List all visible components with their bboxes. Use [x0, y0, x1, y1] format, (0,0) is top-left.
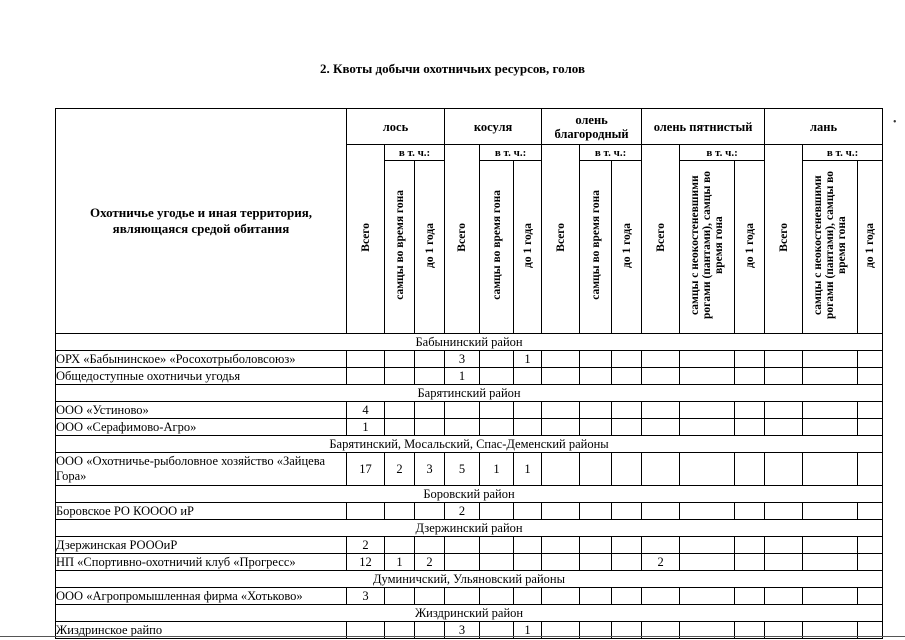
quota-cell [385, 402, 415, 419]
quota-table [55, 108, 883, 639]
quota-cell [765, 554, 803, 571]
quota-cell [765, 588, 803, 605]
stray-mark: • [893, 117, 897, 128]
quota-cell [480, 537, 514, 554]
quota-cell [514, 503, 542, 520]
quota-cell [542, 453, 580, 486]
quota-cell: 1 [385, 554, 415, 571]
quota-cell [347, 368, 385, 385]
quota-cell [612, 351, 642, 368]
district-row [56, 571, 883, 588]
hunting-ground-name: ОРХ «Бабынинское» «Росохотрыболовсоюз» [56, 351, 347, 368]
quota-cell [680, 588, 735, 605]
district-row [56, 385, 883, 402]
quota-cell [858, 368, 883, 385]
quota-cell [514, 588, 542, 605]
quota-cell [480, 419, 514, 436]
quota-cell: 1 [480, 453, 514, 486]
quota-cell [735, 419, 765, 436]
district-name: Барятинский район [56, 385, 883, 402]
quota-cell [385, 537, 415, 554]
species-header: лось [347, 109, 445, 145]
district-row [56, 605, 883, 622]
total-column-header: Всего [642, 145, 680, 334]
quota-cell: 17 [347, 453, 385, 486]
quota-cell: 2 [445, 503, 480, 520]
species-header: косуля [445, 109, 542, 145]
species-header: лань [765, 109, 883, 145]
quota-cell [612, 588, 642, 605]
quota-cell [765, 351, 803, 368]
under-one-year-column-header: до 1 года [735, 161, 765, 334]
males-column-header: самцы во время гона [385, 161, 415, 334]
hunting-ground-name: Общедоступные охотничьи угодья [56, 368, 347, 385]
quota-cell [580, 402, 612, 419]
hunting-ground-name: Дзержинская РОООиР [56, 537, 347, 554]
quota-cell [385, 351, 415, 368]
quota-cell [735, 368, 765, 385]
quota-cell: 1 [514, 453, 542, 486]
quota-cell [858, 351, 883, 368]
quota-cell [735, 503, 765, 520]
table-row [56, 554, 883, 571]
quota-cell [347, 503, 385, 520]
including-header: в т. ч.: [480, 145, 542, 161]
quota-cell [858, 537, 883, 554]
quota-cell: 3 [445, 622, 480, 639]
quota-cell [480, 503, 514, 520]
quota-cell [858, 419, 883, 436]
quota-cell [385, 503, 415, 520]
quota-cell: 1 [445, 368, 480, 385]
hunting-ground-name: ООО «Охотничье-рыболовное хозяйство «Зайцева Гора» [56, 453, 347, 486]
district-name: Думиничский, Ульяновский районы [56, 571, 883, 588]
total-column-header: Всего [765, 145, 803, 334]
quota-cell [803, 419, 858, 436]
district-name: Жиздринский район [56, 605, 883, 622]
quota-cell [680, 402, 735, 419]
table-row [56, 351, 883, 368]
quota-cell [480, 588, 514, 605]
total-column-header: Всего [445, 145, 480, 334]
quota-cell [858, 503, 883, 520]
table-row [56, 537, 883, 554]
quota-cell [542, 402, 580, 419]
quota-cell [415, 503, 445, 520]
quota-cell [803, 402, 858, 419]
under-one-year-column-header: до 1 года [415, 161, 445, 334]
quota-cell [858, 453, 883, 486]
quota-cell: 1 [514, 622, 542, 639]
quota-cell [415, 588, 445, 605]
quota-cell [445, 419, 480, 436]
quota-cell [642, 453, 680, 486]
quota-cell [612, 554, 642, 571]
quota-cell [642, 588, 680, 605]
quota-cell [680, 554, 735, 571]
quota-cell [735, 554, 765, 571]
under-one-year-column-header: до 1 года [858, 161, 883, 334]
quota-cell [612, 368, 642, 385]
hunting-ground-name: Боровское РО КОООО иР [56, 503, 347, 520]
quota-cell [858, 402, 883, 419]
quota-cell [514, 537, 542, 554]
quota-cell [680, 351, 735, 368]
quota-cell: 3 [445, 351, 480, 368]
table-row [56, 402, 883, 419]
including-header: в т. ч.: [385, 145, 445, 161]
quota-cell [542, 503, 580, 520]
quota-cell [680, 419, 735, 436]
table-row [56, 588, 883, 605]
hunting-ground-name: ООО «Агропромышленная фирма «Хотьково» [56, 588, 347, 605]
including-header: в т. ч.: [580, 145, 642, 161]
quota-cell [765, 402, 803, 419]
table-row [56, 453, 883, 486]
quota-cell [803, 368, 858, 385]
quota-cell [385, 368, 415, 385]
quota-cell [580, 368, 612, 385]
quota-cell: 5 [445, 453, 480, 486]
territory-header: Охотничье угодье и иная территория, являющаяся средой обитания [56, 109, 347, 334]
district-row [56, 520, 883, 537]
quota-cell: 1 [514, 351, 542, 368]
district-name: Дзержинский район [56, 520, 883, 537]
quota-cell [680, 537, 735, 554]
quota-cell [765, 503, 803, 520]
quota-cell [803, 537, 858, 554]
quota-cell [480, 368, 514, 385]
quota-cell [415, 368, 445, 385]
quota-cell [765, 537, 803, 554]
hunting-ground-name: Жиздринское райпо [56, 622, 347, 639]
total-column-header: Всего [347, 145, 385, 334]
quota-cell [735, 402, 765, 419]
quota-cell [612, 453, 642, 486]
quota-cell [642, 503, 680, 520]
quota-cell [642, 368, 680, 385]
quota-cell: 1 [347, 419, 385, 436]
quota-cell [735, 588, 765, 605]
quota-cell [680, 453, 735, 486]
species-header: олень пятнистый [642, 109, 765, 145]
quota-cell [445, 554, 480, 571]
district-row [56, 334, 883, 351]
district-name: Барятинский, Мосальский, Спас-Деменский районы [56, 436, 883, 453]
page-title: 2. Квоты добычи охотничьих ресурсов, голов [320, 61, 585, 76]
quota-cell [514, 419, 542, 436]
quota-cell [415, 351, 445, 368]
quota-cell [680, 368, 735, 385]
quota-cell [514, 368, 542, 385]
quota-cell [415, 419, 445, 436]
quota-cell [612, 419, 642, 436]
males-column-header: самцы во время гона [480, 161, 514, 334]
quota-cell [735, 351, 765, 368]
males-column-header: самцы с неокостеневшими рогами (пантами), самцы во время гона [803, 161, 858, 334]
quota-cell [514, 554, 542, 571]
quota-cell [385, 588, 415, 605]
quota-cell [612, 503, 642, 520]
quota-cell: 4 [347, 402, 385, 419]
quota-cell [642, 537, 680, 554]
table-row [56, 368, 883, 385]
quota-cell: 2 [642, 554, 680, 571]
district-name: Боровский район [56, 486, 883, 503]
quota-cell [542, 537, 580, 554]
quota-cell [480, 402, 514, 419]
quota-cell [580, 537, 612, 554]
quota-cell [415, 537, 445, 554]
quota-cell [347, 351, 385, 368]
hunting-ground-name: ООО «Устиново» [56, 402, 347, 419]
quota-cell [765, 419, 803, 436]
district-row [56, 436, 883, 453]
quota-cell [803, 503, 858, 520]
quota-cell [514, 402, 542, 419]
quota-cell [445, 537, 480, 554]
quota-cell [765, 368, 803, 385]
quota-cell [385, 419, 415, 436]
district-name: Бабынинский район [56, 334, 883, 351]
quota-cell [480, 351, 514, 368]
district-row [56, 486, 883, 503]
quota-cell: 3 [415, 453, 445, 486]
quota-cell [542, 351, 580, 368]
quota-cell [612, 402, 642, 419]
quota-cell: 2 [347, 537, 385, 554]
quota-cell [480, 554, 514, 571]
males-column-header: самцы с неокостеневшими рогами (пантами), самцы во время гона [680, 161, 735, 334]
quota-cell [445, 588, 480, 605]
quota-cell [542, 588, 580, 605]
hunting-ground-name: НП «Спортивно-охотничий клуб «Прогресс» [56, 554, 347, 571]
quota-cell [680, 503, 735, 520]
quota-cell [858, 554, 883, 571]
quota-cell [542, 554, 580, 571]
quota-cell [580, 554, 612, 571]
page-bottom-rule [0, 636, 905, 637]
quota-cell [642, 351, 680, 368]
table-row [56, 503, 883, 520]
total-column-header: Всего [542, 145, 580, 334]
quota-cell [803, 554, 858, 571]
including-header: в т. ч.: [680, 145, 765, 161]
quota-cell [542, 419, 580, 436]
quota-cell [580, 503, 612, 520]
males-column-header: самцы во время гона [580, 161, 612, 334]
quota-cell [580, 351, 612, 368]
under-one-year-column-header: до 1 года [514, 161, 542, 334]
quota-cell [803, 453, 858, 486]
quota-cell: 12 [347, 554, 385, 571]
including-header: в т. ч.: [803, 145, 883, 161]
quota-cell [542, 368, 580, 385]
quota-cell [642, 402, 680, 419]
quota-cell: 2 [385, 453, 415, 486]
quota-cell [580, 453, 612, 486]
quota-cell [580, 588, 612, 605]
table-row [56, 419, 883, 436]
quota-cell [858, 588, 883, 605]
quota-cell [803, 588, 858, 605]
quota-cell [642, 419, 680, 436]
quota-cell [580, 419, 612, 436]
quota-cell [445, 402, 480, 419]
quota-cell [612, 537, 642, 554]
quota-cell [765, 453, 803, 486]
quota-cell [735, 537, 765, 554]
quota-cell: 2 [415, 554, 445, 571]
species-header: олень благородный [542, 109, 642, 145]
under-one-year-column-header: до 1 года [612, 161, 642, 334]
hunting-ground-name: ООО «Серафимово-Агро» [56, 419, 347, 436]
quota-cell [735, 453, 765, 486]
quota-cell: 3 [347, 588, 385, 605]
quota-cell [803, 351, 858, 368]
quota-cell [415, 402, 445, 419]
